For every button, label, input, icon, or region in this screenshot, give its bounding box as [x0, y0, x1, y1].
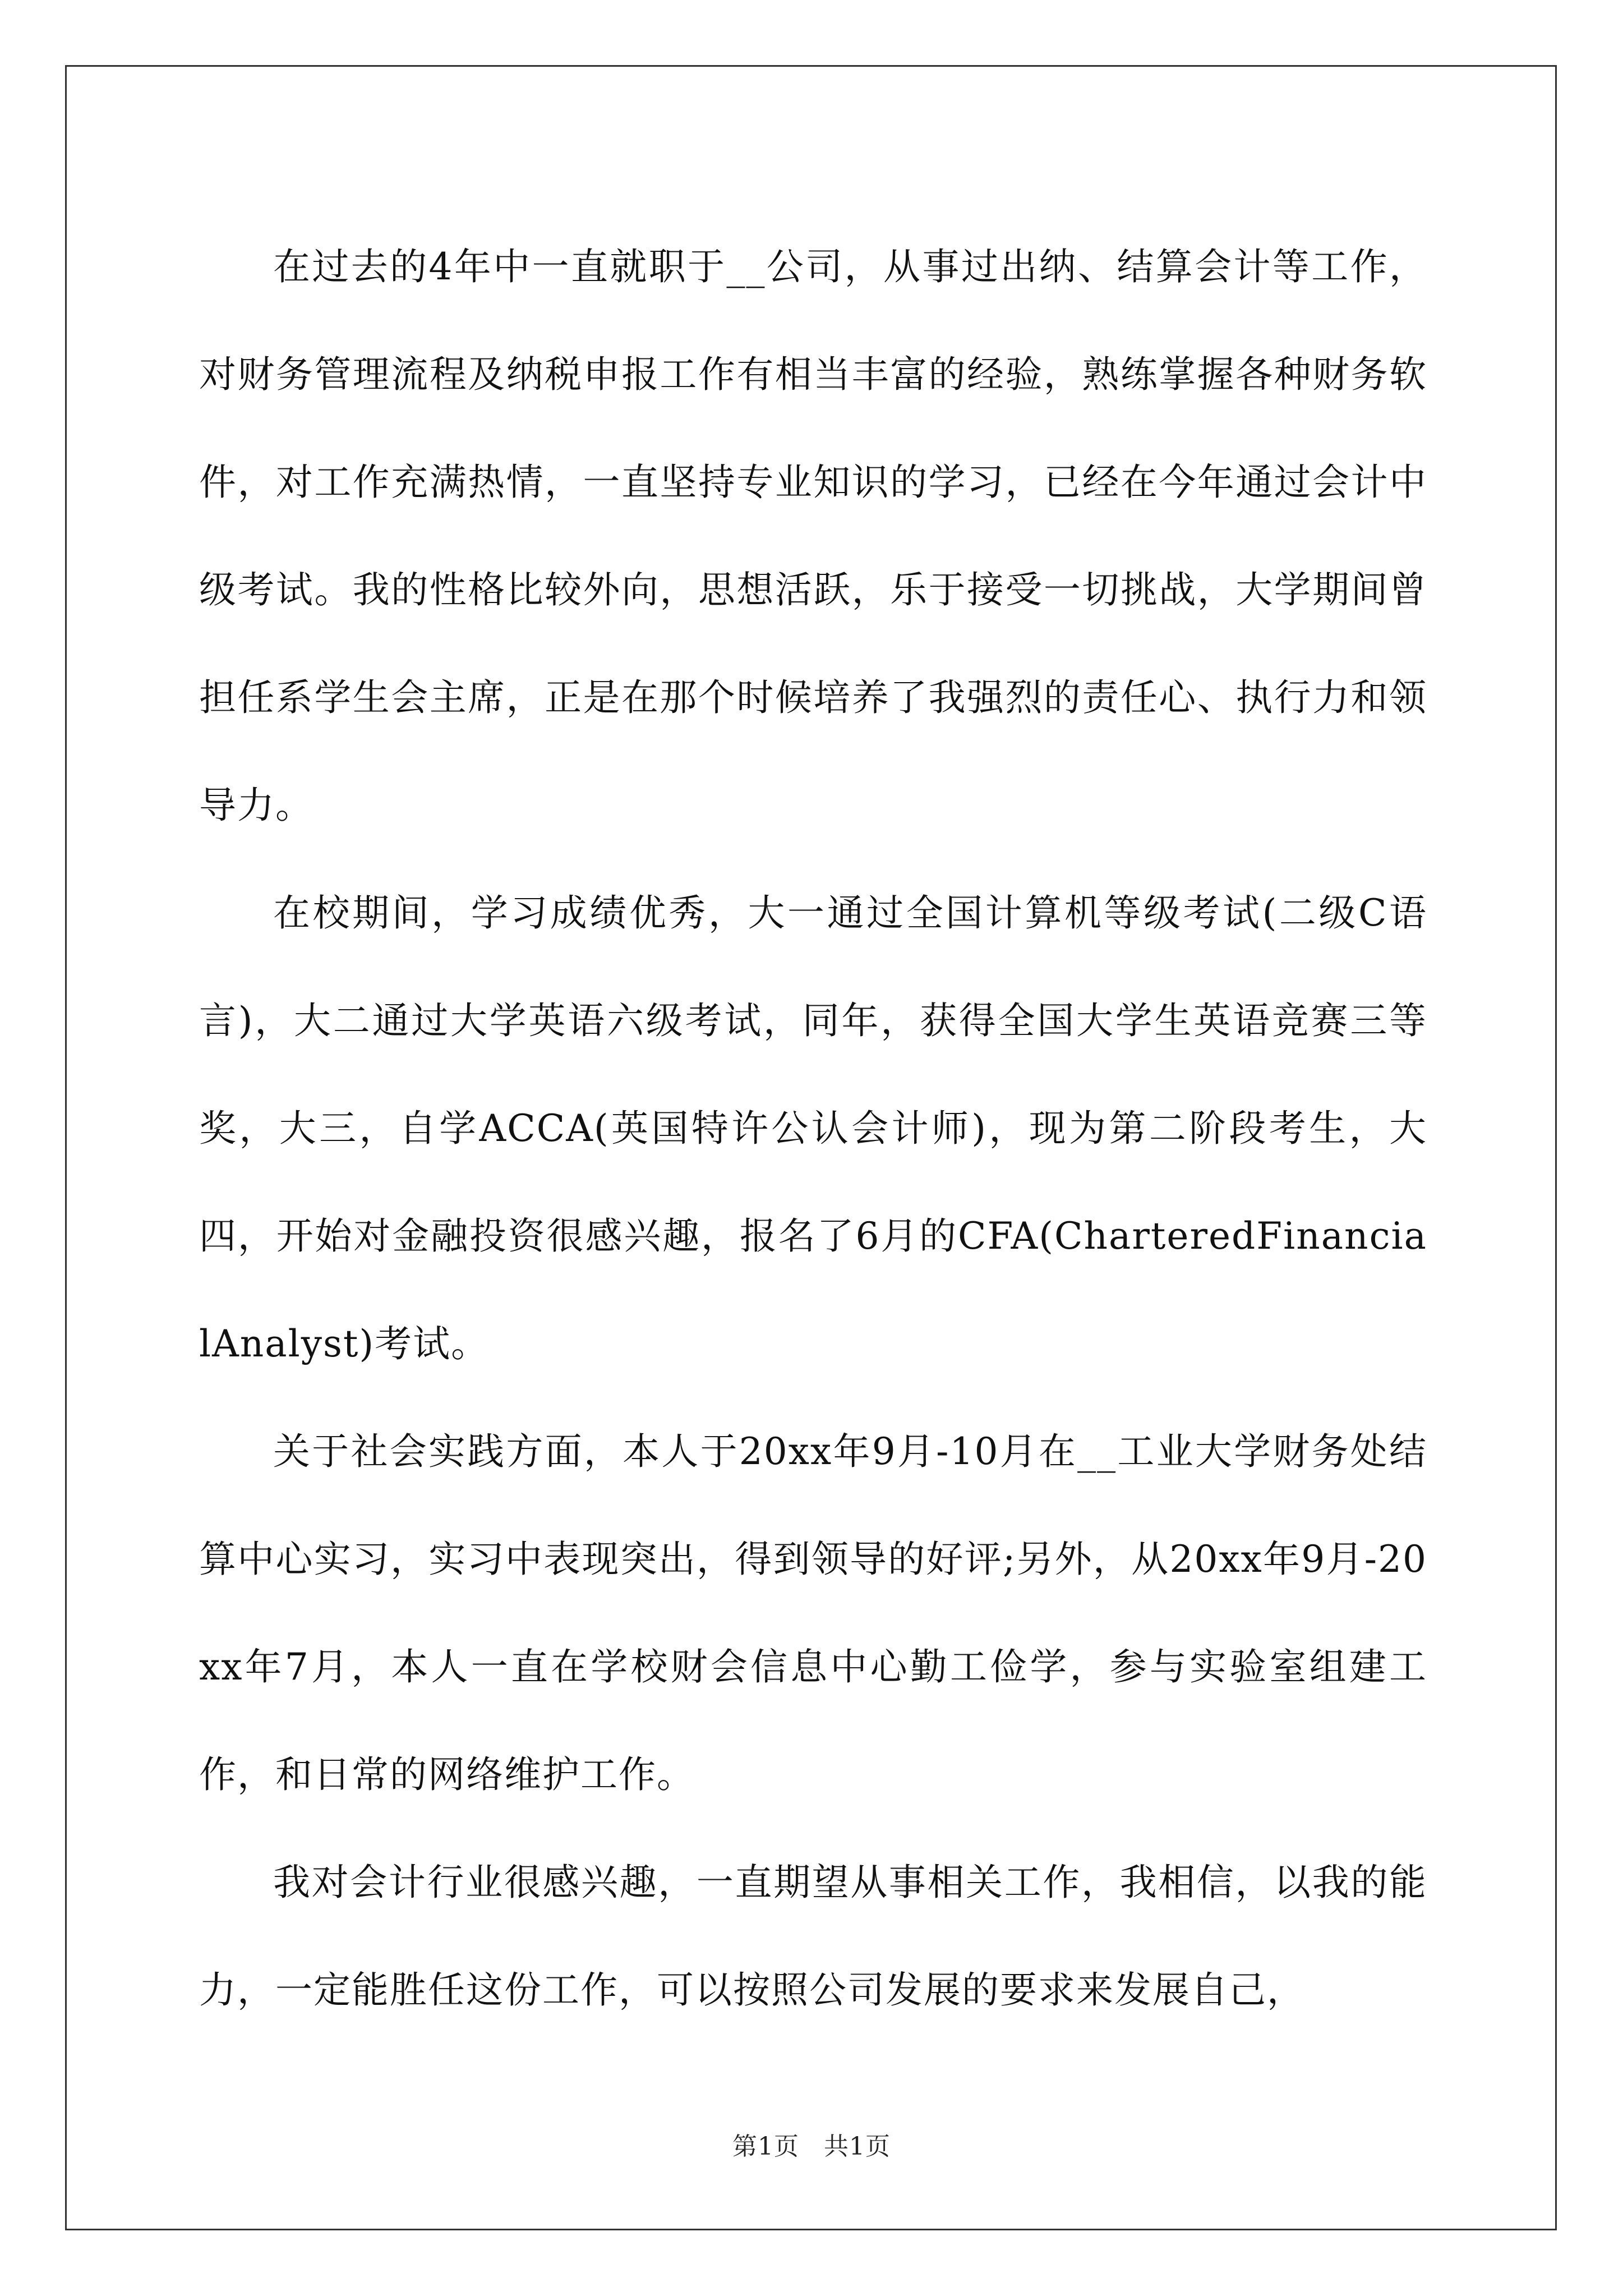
page-footer	[0, 2126, 1623, 2162]
paragraph-social-practice: 关于社会实践方面，本人于20xx年9月-10月在__工业大学财务处结算中心实习，实习中表现突出，得到领导的好评;另外，从20xx年9月-20xx年7月，本人一直在学校财会信息中心勤工俭学，参与实验室组建工作，和日常的网络维护工作。	[199, 1430, 1427, 1796]
page-total: 共1页	[824, 2132, 891, 2161]
paragraph-education: 在校期间，学习成绩优秀，大一通过全国计算机等级考试(二级C语言)，大二通过大学英语六级考试，同年，获得全国大学生英语竞赛三等奖，大三，自学ACCA(英国特许公认会计师)，现为第二阶段考生，大四，开始对金融投资很感兴趣，报名了6月的CFA(CharteredFinancialAnalyst)考试。	[199, 891, 1427, 1365]
document-body	[199, 213, 1427, 2044]
page-number: 第1页	[732, 2132, 799, 2161]
paragraph-career-interest: 我对会计行业很感兴趣，一直期望从事相关工作，我相信，以我的能力，一定能胜任这份工作，可以按照公司发展的要求来发展自己，	[199, 1861, 1427, 2012]
paragraph-work-experience: 在过去的4年中一直就职于__公司，从事过出纳、结算会计等工作，对财务管理流程及纳税申报工作有相当丰富的经验，熟练掌握各种财务软件，对工作充满热情，一直坚持专业知识的学习，已经在今年通过会计中级考试。我的性格比较外向，思想活跃，乐于接受一切挑战，大学期间曾担任系学生会主席，正是在那个时候培养了我强烈的责任心、执行力和领导力。	[199, 245, 1427, 827]
